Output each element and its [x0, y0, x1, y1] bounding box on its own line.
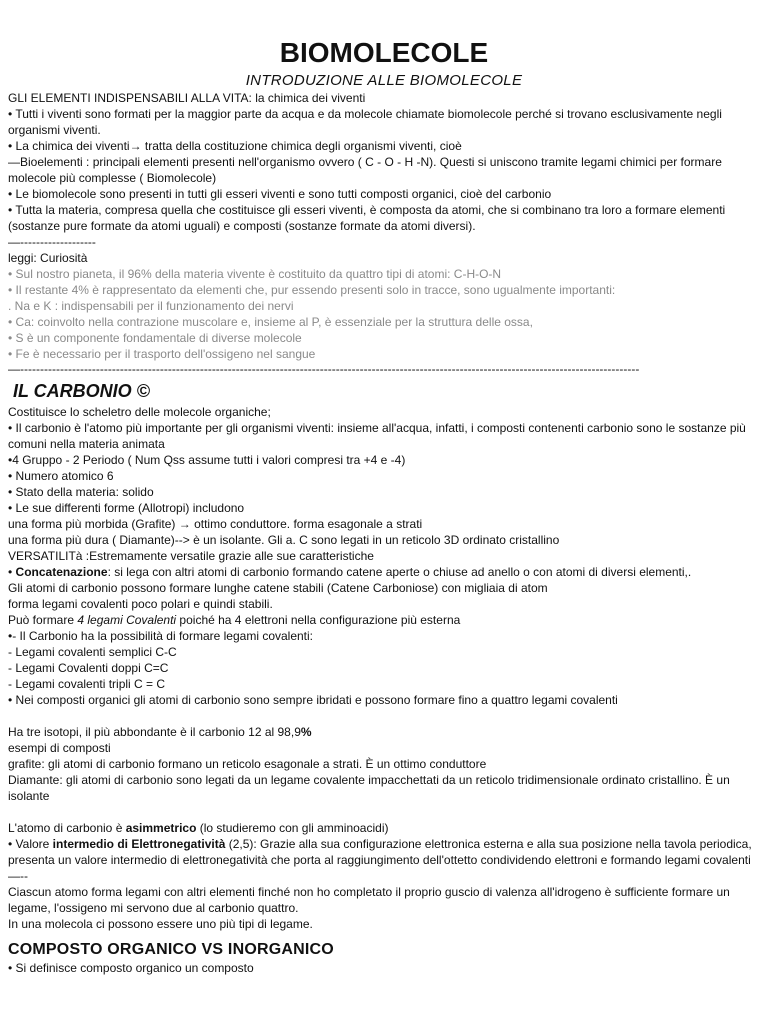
- text-line: Costituisce lo scheletro delle molecole organiche;: [8, 405, 271, 419]
- concatenazione-line: • Concatenazione: si lega con altri atomi di carbonio formando catene aperte o chiuse ad anello o con atomi di diversi elementi,.: [8, 565, 692, 579]
- text-span: (lo studieremo con gli amminoacidi): [196, 821, 389, 835]
- text-line: • Sul nostro pianeta, il 96% della materia vivente è costituito da quattro tipi di atomi: C-H-O-N: [8, 267, 502, 281]
- text-line: • La chimica dei viventi→ tratta della costituzione chimica degli organismi viventi, cioè: [8, 139, 462, 153]
- text-line: Ciascun atomo forma legami con altri elementi finché non ho completato il proprio guscio di valenza all'idrogeno è sufficiente formare un legame, l'ossigeno mi servono due al carbonio quattro.: [8, 885, 730, 915]
- legami-line: [8, 612, 760, 628]
- text-line: Diamante: gli atomi di carbonio sono legati da un legame covalente impacchettati da un reticolo tridimensionale ordinato cristallino. È un isolante: [8, 773, 730, 803]
- text-line: • Ca: coinvolto nella contrazione muscolare e, insieme al P, è essenziale per la struttura delle ossa,: [8, 315, 533, 329]
- page-title: BIOMOLECOLE: [279, 37, 489, 68]
- text-line: leggi: Curiosità: [8, 251, 88, 265]
- text-line: —--: [8, 869, 28, 883]
- text-line: forma legami covalenti poco polari e quindi stabili.: [8, 597, 273, 611]
- text-line: esempi di composti: [8, 741, 111, 755]
- intro-section: [8, 90, 760, 266]
- bold-term: intermedio di Elettronegatività: [52, 837, 226, 851]
- carbonio-section: [8, 380, 760, 932]
- spacer: [8, 708, 760, 724]
- isotopi-line: [8, 724, 760, 740]
- text-line: •- Il Carbonio ha la possibilità di formare legami covalenti:: [8, 629, 314, 643]
- asimmetrico-line: [8, 820, 760, 836]
- text-line: VERSATILITà :Estremamente versatile grazie alle sue caratteristiche: [8, 549, 374, 563]
- section-divider: —-----------------------------------------------------------------------------------------------------------------------------------------------------------: [8, 362, 640, 376]
- text-line: - Legami covalenti tripli C = C: [8, 677, 166, 691]
- text-span: : si lega con altri atomi di carbonio formando catene aperte o chiuse ad anello o con atomi di diversi elementi,.: [107, 565, 692, 579]
- text-span: poiché ha 4 elettroni nella configurazione più esterna: [176, 613, 461, 627]
- text-line: •4 Gruppo - 2 Periodo ( Num Qss assume tutti i valori compresi tra +4 e -4): [8, 453, 406, 467]
- text-line: grafite: gli atomi di carbonio formano un reticolo esagonale a strati. È un ottimo conduttore: [8, 757, 487, 771]
- text-line: • Nei composti organici gli atomi di carbonio sono sempre ibridati e possono formare fino a quattro legami covalenti: [8, 693, 618, 707]
- text-line: In una molecola ci possono essere uno più tipi di legame.: [8, 917, 313, 931]
- bold-term: %: [300, 725, 312, 739]
- text-line: • Tutta la materia, compresa quella che costituisce gli esseri viventi, è composta da atomi, che si combinano tra loro a formare elementi (sostanze pure formate da atomi uguali) e composti (sostanze formate da atomi diversi).: [8, 203, 726, 233]
- text-line: - Legami covalenti semplici C-C: [8, 645, 177, 659]
- text-span: L'atomo di carbonio è: [8, 821, 126, 835]
- text-line: GLI ELEMENTI INDISPENSABILI ALLA VITA: la chimica dei viventi: [8, 91, 366, 105]
- spacer: [8, 804, 760, 820]
- text-line: • Si definisce composto organico un composto: [8, 961, 254, 975]
- composto-section: [8, 940, 760, 976]
- text-line: una forma più dura ( Diamante)--> è un isolante. Gli a. C sono legati in un reticolo 3D ordinato cristallino: [8, 533, 560, 547]
- text-span: (2,5): Grazie alla sua configurazione elettronica esterna e alla sua posizione nella tavola periodica, presenta un valore intermedio di elettronegatività che porta al raggiungimento dell'ottetto condividendo elettroni e formando legami covalenti: [8, 837, 752, 867]
- text-line: • Stato della materia: solido: [8, 485, 154, 499]
- text-span: Può formare: [8, 613, 78, 627]
- text-line: • S è un componente fondamentale di diverse molecole: [8, 331, 302, 345]
- text-line: —-------------------: [8, 235, 96, 249]
- text-span: Ha tre isotopi, il più abbondante è il carbonio 12 al 98,9: [8, 725, 301, 739]
- section-heading: COMPOSTO ORGANICO VS INORGANICO: [8, 941, 334, 958]
- text-line: • Numero atomico 6: [8, 469, 114, 483]
- text-line: una forma più morbida (Grafite) → ottimo conduttore. forma esagonale a strati: [8, 517, 423, 531]
- page-subtitle: INTRODUZIONE ALLE BIOMOLECOLE: [245, 72, 523, 89]
- text-line: . Na e K : indispensabili per il funzionamento dei nervi: [8, 299, 294, 313]
- text-line: • Le biomolecole sono presenti in tutti gli esseri viventi e sono tutti composti organici, cioè del carbonio: [8, 187, 552, 201]
- italic-term: 4 legami Covalenti: [77, 613, 177, 627]
- text-line: - Legami Covalenti doppi C=C: [8, 661, 169, 675]
- text-span: • Valore: [8, 837, 53, 851]
- text-line: • Le sue differenti forme (Allotropi) includono: [8, 501, 245, 515]
- bold-term: Concatenazione: [15, 565, 108, 579]
- text-line: • Il restante 4% è rappresentato da elementi che, pur essendo presenti solo in tracce, sono ugualmente importanti:: [8, 283, 616, 297]
- text-line: • Tutti i viventi sono formati per la maggior parte da acqua e da molecole chiamate biomolecole perché si trovano esclusivamente negli organismi viventi.: [8, 107, 722, 137]
- text-line: • Il carbonio è l'atomo più importante per gli organismi viventi: insieme all'acqua, infatti, i composti contenenti carbonio sono le sostanze più comuni nella materia animata: [8, 421, 746, 451]
- section-heading: IL CARBONIO ©: [13, 381, 150, 401]
- elettronegativita-line: [8, 836, 760, 868]
- text-line: Gli atomi di carbonio possono formare lunghe catene stabili (Catene Carboniose) con migliaia di atom: [8, 581, 548, 595]
- text-line: • Fe è necessario per il trasporto dell'ossigeno nel sangue: [8, 347, 316, 361]
- curiosita-section: [8, 266, 760, 362]
- text-line: —Bioelementi : principali elementi presenti nell'organismo ovvero ( C - O - H -N). Questi si uniscono tramite legami chimici per formare molecole più complesse ( Biomolecole): [8, 155, 722, 185]
- bold-term: asimmetrico: [125, 821, 197, 835]
